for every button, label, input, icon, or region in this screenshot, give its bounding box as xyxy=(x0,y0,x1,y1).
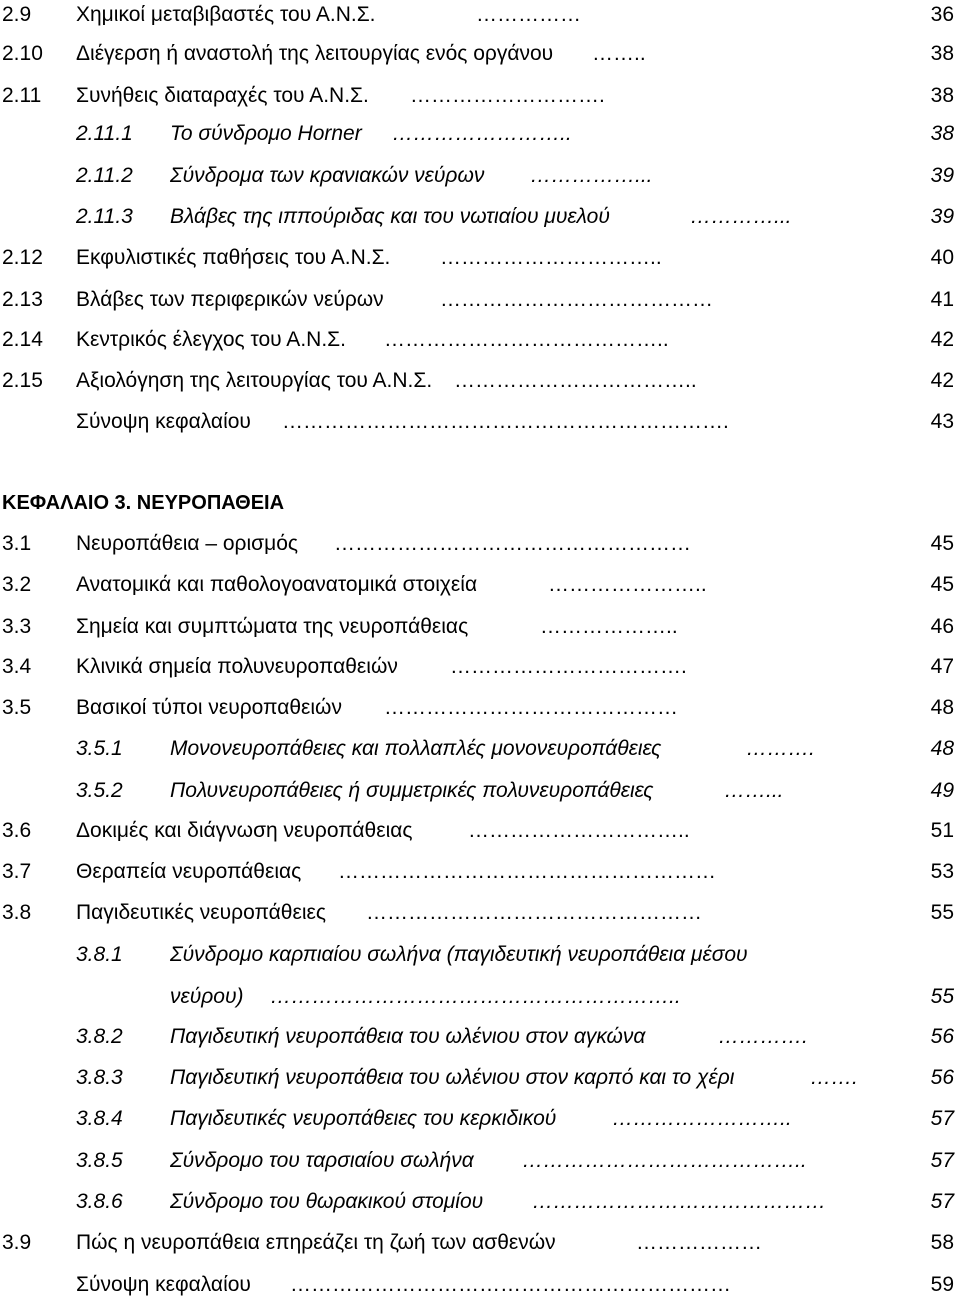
toc-page-number: 47 xyxy=(930,655,954,678)
toc-dot-leader: …………………….. xyxy=(392,122,572,145)
toc-entry-number: 2.11.1 xyxy=(76,122,133,145)
toc-entry-number: 3.3 xyxy=(2,615,32,638)
toc-entry-title: Κεντρικός έλεγχος του Α.Ν.Σ. xyxy=(76,328,346,351)
toc-dot-leader: …………... xyxy=(690,205,792,228)
toc-entry-number: 3.8.3 xyxy=(76,1066,123,1089)
toc-entry-title: Ανατομικά και παθολογοανατομικά στοιχεία xyxy=(76,573,478,596)
toc-page-number: 53 xyxy=(930,860,954,883)
toc-page-number: 51 xyxy=(930,819,954,842)
toc-page-number: 38 xyxy=(930,84,954,107)
toc-dot-leader: ………………………….. xyxy=(468,819,690,842)
toc-entry-title: Σύνδρομο καρπιαίου σωλήνα (παγιδευτική νευροπάθεια μέσου xyxy=(170,943,748,966)
toc-entry[interactable] xyxy=(0,81,960,111)
toc-entry-title: Παγιδευτική νευροπάθεια του ωλένιου στον αγκώνα xyxy=(170,1025,646,1048)
toc-entry-number: 3.8.6 xyxy=(76,1190,123,1213)
toc-page-number: 42 xyxy=(930,328,954,351)
toc-dot-leader: ………………………. xyxy=(410,84,605,107)
toc-page-number: 41 xyxy=(930,288,954,311)
toc-page-number: 58 xyxy=(930,1231,954,1254)
toc-entry[interactable] xyxy=(0,1228,960,1258)
toc-dot-leader: ……………….. xyxy=(540,615,678,638)
toc-entry[interactable] xyxy=(0,407,960,437)
toc-entry[interactable] xyxy=(0,1104,960,1134)
toc-entry-number: 3.5.2 xyxy=(76,779,123,802)
toc-entry-title: Σύνοψη κεφαλαίου xyxy=(76,410,251,433)
toc-page-number: 43 xyxy=(930,410,954,433)
toc-entry-title: Δοκιμές και διάγνωση νευροπάθειας xyxy=(76,819,413,842)
toc-page-number: 38 xyxy=(930,122,954,145)
toc-dot-leader: ………………….. xyxy=(548,573,707,596)
toc-entry-title: Χημικοί μεταβιβαστές του Α.Ν.Σ. xyxy=(76,3,376,26)
toc-entry-title: Βασικοί τύποι νευροπαθειών xyxy=(76,696,342,719)
toc-entry[interactable] xyxy=(0,693,960,723)
toc-entry-title: Πολυνευροπάθειες ή συμμετρικές πολυνευροπάθειες xyxy=(170,779,654,802)
toc-entry-title: Θεραπεία νευροπάθειας xyxy=(76,860,302,883)
toc-dot-leader: ……………... xyxy=(530,164,653,187)
toc-page-number: 56 xyxy=(930,1066,954,1089)
toc-dot-leader: …………………….. xyxy=(612,1107,792,1130)
toc-entry[interactable] xyxy=(0,570,960,600)
toc-page-number: 45 xyxy=(930,532,954,555)
toc-entry-title: Κλινικά σημεία πολυνευροπαθειών xyxy=(76,655,398,678)
toc-page-number: 48 xyxy=(930,696,954,719)
toc-entry-title: Παγιδευτική νευροπάθεια του ωλένιου στον καρπό και το χέρι xyxy=(170,1066,735,1089)
toc-entry-number: 3.8 xyxy=(2,901,32,924)
toc-entry[interactable] xyxy=(0,366,960,396)
toc-page-number: 55 xyxy=(930,985,954,1008)
toc-entry-number: 2.9 xyxy=(2,3,32,26)
toc-entry[interactable] xyxy=(0,161,960,191)
toc-dot-leader: ………………………………………………….. xyxy=(270,985,681,1008)
toc-entry[interactable] xyxy=(0,39,960,69)
toc-entry[interactable] xyxy=(0,285,960,315)
toc-entry[interactable] xyxy=(0,243,960,273)
toc-dot-leader: …….. xyxy=(592,42,646,65)
toc-entry-title: Βλάβες της ιππούριδας και του νωτιαίου μυελού xyxy=(170,205,610,228)
toc-entry-number: 2.11 xyxy=(2,84,42,107)
toc-page-number: 57 xyxy=(930,1107,954,1130)
toc-page-number: 46 xyxy=(930,615,954,638)
toc-entry-number: 3.8.4 xyxy=(76,1107,123,1130)
toc-dot-leader: …………. xyxy=(718,1025,808,1048)
toc-entry-title: Σύνδρομο του ταρσιαίου σωλήνα xyxy=(170,1149,474,1172)
toc-dot-leader: ……... xyxy=(724,779,784,802)
toc-entry-title: Το σύνδρομο Horner xyxy=(170,122,362,145)
toc-dot-leader: ……………………………. xyxy=(450,655,687,678)
toc-page-number: 59 xyxy=(930,1273,954,1296)
toc-entry-number: 2.12 xyxy=(2,246,43,269)
toc-page-number: 48 xyxy=(930,737,954,760)
toc-page-number: 45 xyxy=(930,573,954,596)
toc-dot-leader: ………………………………………………………. xyxy=(282,410,729,433)
toc-entry[interactable] xyxy=(0,1022,960,1052)
toc-entry-number: 3.7 xyxy=(2,860,32,883)
toc-dot-leader: …………………………………… xyxy=(532,1190,826,1213)
toc-dot-leader: ……………………………………………… xyxy=(338,860,716,883)
toc-entry[interactable] xyxy=(0,652,960,682)
toc-entry-title: Συνήθεις διαταραχές του Α.Ν.Σ. xyxy=(76,84,369,107)
toc-entry-number: 2.11.3 xyxy=(76,205,133,228)
toc-entry-number: 3.1 xyxy=(2,532,32,555)
toc-dot-leader: ………………………….. xyxy=(440,246,662,269)
toc-entry-number: 3.5.1 xyxy=(76,737,123,760)
toc-dot-leader: ……. xyxy=(810,1066,858,1089)
toc-entry[interactable] xyxy=(0,734,960,764)
toc-entry-title: Μονονευροπάθειες και πολλαπλές μονονευροπάθειες xyxy=(170,737,662,760)
toc-page-number: 49 xyxy=(930,779,954,802)
toc-entry-title: Παγιδευτικές νευροπάθειες του κερκιδικού xyxy=(170,1107,557,1130)
toc-page-number: 42 xyxy=(930,369,954,392)
toc-page-number: 38 xyxy=(930,42,954,65)
toc-entry[interactable] xyxy=(0,982,960,1012)
toc-entry-number: 2.14 xyxy=(2,328,43,351)
toc-entry-number: 3.6 xyxy=(2,819,32,842)
toc-entry[interactable] xyxy=(0,1270,960,1300)
toc-entry-number: 3.9 xyxy=(2,1231,32,1254)
toc-entry[interactable] xyxy=(0,202,960,232)
toc-entry-number: 3.8.5 xyxy=(76,1149,123,1172)
toc-entry-title: Σύνοψη κεφαλαίου xyxy=(76,1273,251,1296)
toc-entry-title: Σημεία και συμπτώματα της νευροπάθειας xyxy=(76,615,469,638)
toc-page-number: 57 xyxy=(930,1190,954,1213)
toc-entry[interactable] xyxy=(0,776,960,806)
toc-entry[interactable] xyxy=(0,529,960,559)
toc-dot-leader: …………………………….. xyxy=(454,369,697,392)
toc-entry[interactable] xyxy=(0,1187,960,1217)
chapter-heading: ΚΕΦΑΛΑΙΟ 3. ΝΕΥΡΟΠΑΘΕΙΑ xyxy=(2,492,285,514)
toc-dot-leader: ………………………………………… xyxy=(366,901,702,924)
toc-entry-number: 3.5 xyxy=(2,696,32,719)
toc-page-number: 57 xyxy=(930,1149,954,1172)
toc-page-number: 36 xyxy=(930,3,954,26)
toc-entry-title: Σύνδρομα των κρανιακών νεύρων xyxy=(170,164,485,187)
toc-entry[interactable] xyxy=(0,816,960,846)
toc-dot-leader: ……………………………………………………… xyxy=(290,1273,731,1296)
toc-dot-leader: …………………………………… xyxy=(384,696,678,719)
toc-dot-leader: …………………………………………… xyxy=(334,532,691,555)
toc-entry-title: Εκφυλιστικές παθήσεις του Α.Ν.Σ. xyxy=(76,246,391,269)
toc-dot-leader: …………… xyxy=(476,3,581,26)
toc-entry-number: 3.8.2 xyxy=(76,1025,123,1048)
toc-entry-title: Βλάβες των περιφερικών νεύρων xyxy=(76,288,384,311)
toc-entry[interactable] xyxy=(0,857,960,887)
toc-entry-title: νεύρου) xyxy=(170,985,244,1008)
toc-page-number: 55 xyxy=(930,901,954,924)
toc-entry-title: Αξιολόγηση της λειτουργίας του Α.Ν.Σ. xyxy=(76,369,433,392)
toc-entry[interactable] xyxy=(0,0,960,30)
toc-entry-number: 2.13 xyxy=(2,288,43,311)
toc-page-number: 40 xyxy=(930,246,954,269)
toc-entry[interactable] xyxy=(0,1146,960,1176)
toc-entry[interactable] xyxy=(0,1063,960,1093)
toc-dot-leader: ………………………………….. xyxy=(522,1149,807,1172)
toc-entry[interactable] xyxy=(0,940,960,970)
toc-entry[interactable] xyxy=(0,898,960,928)
toc-page-number: 39 xyxy=(930,164,954,187)
toc-entry-number: 2.11.2 xyxy=(76,164,133,187)
toc-entry-number: 2.10 xyxy=(2,42,43,65)
toc-page-number: 39 xyxy=(930,205,954,228)
toc-dot-leader: ………. xyxy=(746,737,815,760)
toc-dot-leader: ……………… xyxy=(636,1231,762,1254)
toc-entry[interactable] xyxy=(0,119,960,149)
toc-dot-leader: ………………………………….. xyxy=(384,328,669,351)
toc-entry[interactable] xyxy=(0,325,960,355)
toc-entry[interactable] xyxy=(0,612,960,642)
toc-page-number: 56 xyxy=(930,1025,954,1048)
toc-entry-title: Διέγερση ή αναστολή της λειτουργίας ενός οργάνου xyxy=(76,42,554,65)
toc-entry-number: 3.4 xyxy=(2,655,32,678)
toc-dot-leader: ………………………………… xyxy=(440,288,713,311)
toc-entry-title: Σύνδρομο του θωρακικού στομίου xyxy=(170,1190,484,1213)
toc-entry-number: 2.15 xyxy=(2,369,43,392)
toc-entry-title: Νευροπάθεια – ορισμός xyxy=(76,532,299,555)
toc-entry-number: 3.2 xyxy=(2,573,32,596)
toc-entry-title: Πώς η νευροπάθεια επηρεάζει τη ζωή των ασθενών xyxy=(76,1231,556,1254)
toc-entry-title: Παγιδευτικές νευροπάθειες xyxy=(76,901,326,924)
toc-entry-number: 3.8.1 xyxy=(76,943,123,966)
